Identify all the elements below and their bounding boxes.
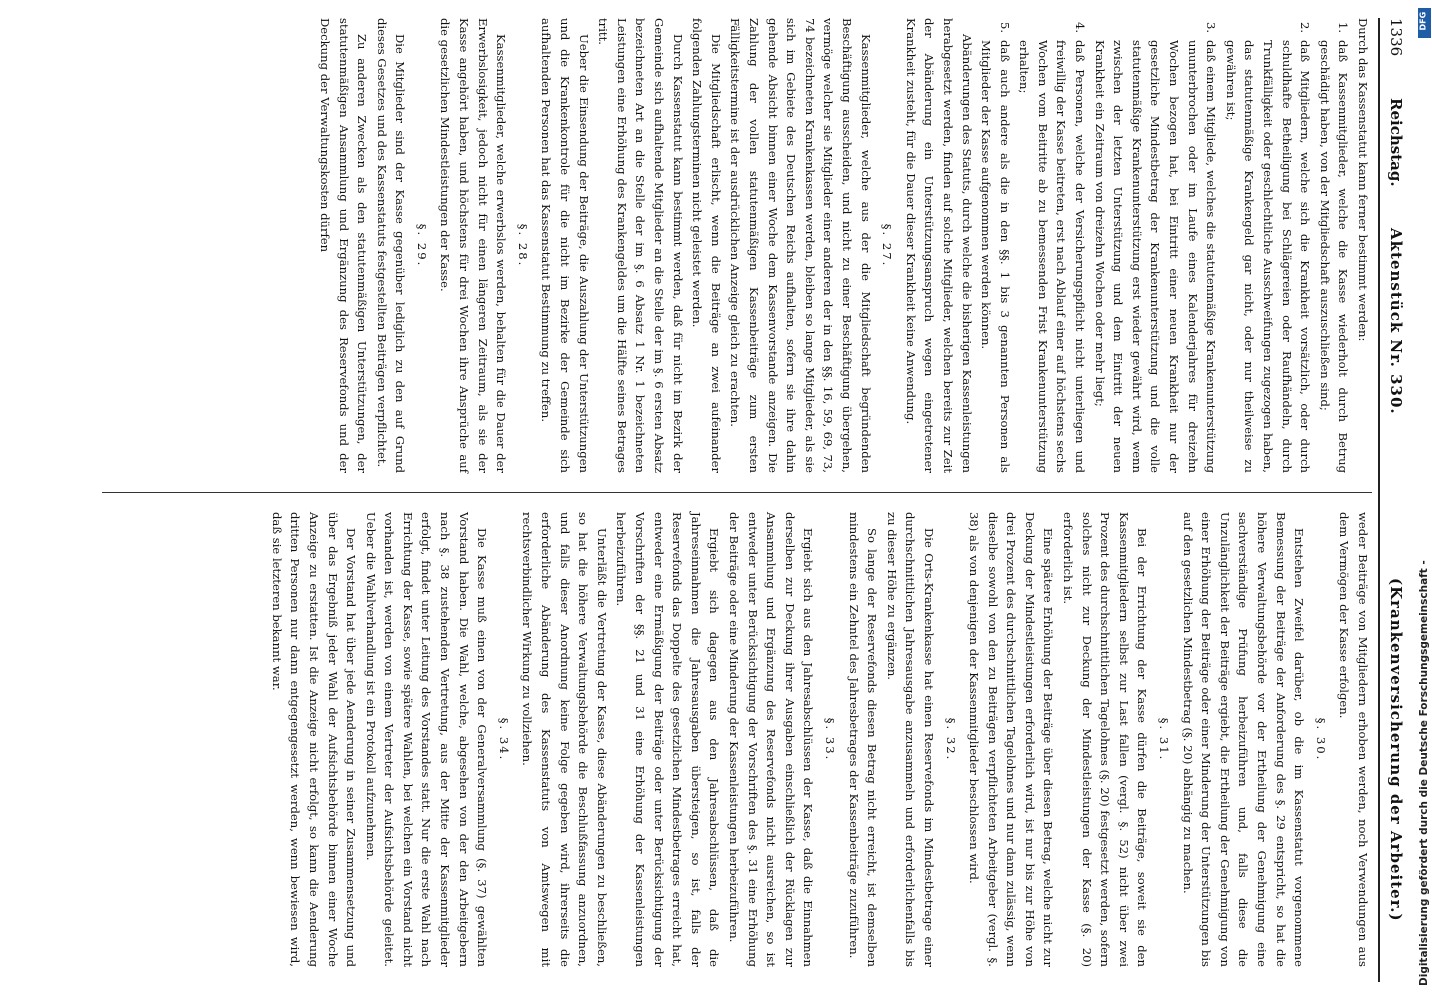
list-item: 3. daß einem Mitgliede, welches die statutenmäßige Krankenunterstützung ununterbrochen oder im Laufe eines Kalenderjahres für dreizehn Wochen bezogen hat, bei Eintritt einer neuen Krankheit nur der gesetzliche Mindestbetrag der Krankenunterstützung und die volle statutenmäßige Krankenunterstützung erst wieder gewährt wird, wenn zwischen der letzten Unterstützung und dem Eintritt der neuen Krankheit ein Zeitraum von dreizehn Wochen oder mehr liegt;	[1092, 22, 1219, 473]
paragraph: Zu anderen Zwecken als den statutenmäßigen Unterstützungen, der statutenmäßigen Ansammlung und Ergänzung des Reservefonds und der Deckung der Verwaltungskosten dürfen	[317, 18, 370, 473]
paragraph: Der Vorstand hat über jede Aenderung in seiner Zusammensetzung und über das Ergebniß jeder Wahl der Aufsichtsbehörde binnen einer Woche Anzeige zu erstatten. Ist die Anzeige nicht erfolgt, so kann die Aenderung dritten Personen nur dann entgegengesetzt werden, wenn bewiesen wird, daß sie letzteren bekannt war.	[269, 512, 359, 967]
paragraph: Kassenmitglieder, welche aus der die Mitgliedschaft begründenden Beschäftigung ausscheiden, und nicht zu einer Beschäftigung übergehen, vermöge welcher sie Mitglieder einer anderen der in den §§. 16, 59, 69, 73, 74 bezeichneten Krankenkassen werden, bleiben so lange Mitglieder, als sie sich im Gebiete des Deutschen Reichs aufhalten, sofern sie ihre dahin gehende Absicht binnen einer Woche dem Kassenvorstande anzeigen. Die Zahlung der vollen statutenmäßigen Kassenbeiträge zum ersten Fälligkeitstermine ist der ausdrücklichen Anzeige gleich zu erachten.	[728, 18, 873, 473]
intro-paragraph: Durch das Kassenstatut kann ferner bestimmt werden:	[1356, 18, 1370, 342]
list-item: 5. daß auch andere als die in den §§. 1 bis 3 genannten Personen als Mitglieder der Kasse aufgenommen werden können.	[979, 22, 1012, 473]
paragraph: Kassenmitglieder, welche erwerbslos werden, behalten für die Dauer der Erwerbslosigkeit, jedoch nicht für einen längeren Zeitraum, als sie der Kasse angehört haben, und höchstens für drei Wochen ihre Ansprüche auf die gesetzlichen Mindestleistungen der Kasse.	[438, 18, 509, 473]
section-heading: §. 28.	[515, 223, 530, 268]
header-document-number: Aktenstück Nr. 330.	[1387, 228, 1405, 415]
paragraph: Entstehen Zweifel darüber, ob die im Kassenstatut vorgenommene Bemessung der Beiträge der Anforderung des §. 29 entspricht, so hat die höhere Verwaltungsbehörde vor der Ertheilung der Genehmigung eine sachverständige Prüfung herbeizuführen und, falls diese die Unzulänglichkeit der Beiträge ergiebt, die Ertheilung der Genehmigung von einer Erhöhung der Beiträge oder einer Minderung der Unterstützungen bis auf den gesetzlichen Mindestbetrag (§. 20) abhängig zu machen.	[1180, 512, 1307, 967]
paragraph: Unterläßt die Vertretung der Kasse, diese Abänderungen zu beschließen, so hat die höhere Verwaltungsbehörde die Beschlußfassung anzuordnen, und falls dieser Anordnung keine Folge gegeben wird, ihrerseits die erforderliche Abänderung des Kassenstatuts von Amtswegen mit rechtsverbindlicher Wirkung zu vollziehen.	[520, 512, 609, 967]
section-heading: §. 29.	[414, 223, 429, 268]
digitization-note: Digitalisierung gefördert durch die Deutsche Forschungsgemeinschaft -	[1418, 560, 1430, 986]
paragraph: Die Mitgliedschaft erlischt, wenn die Beiträge an zwei aufeinander folgenden Zahlungsterminen nicht geleistet werden.	[690, 18, 723, 473]
paragraph: Ergiebt sich aus den Jahresabschlüssen der Kasse, daß die Einnahmen derselben zur Deckung ihrer Ausgaben einschließlich der Rücklagen zur Ansammlung und Ergänzung des Reservefonds nicht ausreichen, so ist entweder unter Berücksichtigung der Vorschriften des §. 31 eine Erhöhung der Beiträge oder eine Minderung der Kassenleistungen herbeizuführen.	[727, 512, 816, 967]
header-subject: (Krankenversicherung der Arbeiter.)	[1387, 578, 1405, 922]
section-heading: §. 33.	[822, 717, 837, 762]
page-header	[1378, 18, 1408, 982]
page-number: 1336	[1387, 18, 1405, 57]
paragraph: Eine spätere Erhöhung der Beiträge über diesen Betrag, welche nicht zur Deckung der Mindestleistungen erforderlich wird, ist nur bis zur Höhe von drei Prozent des durchschnittlichen Tagelohnes und nur dann zulässig, wenn dieselbe sowohl von den zu Beiträgen verpflichteten Arbeitgeber (vergl. §. 38) als von denjenigen der Kassenmitglieder beschlossen wird.	[967, 512, 1056, 967]
dfg-logo: DFG	[1418, 8, 1431, 38]
section-heading: §. 34.	[496, 717, 511, 762]
section-heading: §. 27.	[880, 223, 895, 268]
paragraph: Durch Kassenstatut kann bestimmt werden, daß für nicht im Bezirk der Gemeinde sich aufhaltende Mitglieder an die Stelle der im §. 6 ersten Absatz bezeichneten Art an die Stelle der im §. 6 Absatz 1 Nr. 1 bezeichneten Leistungen eine Erhöhung des Krankengeldes um die Hälfte seines Betrages tritt.	[596, 18, 685, 473]
paragraph: Bei der Errichtung der Kasse dürfen die Beiträge, soweit sie den Kassenmitgliedern selbst zur Last fallen (vergl. §. 52) nicht über zwei Prozent des durchschnittlichen Tagelohnes (§. 20) festgesetzt werden, sofern solches nicht zur Deckung der Mindestleistungen der Kasse (§. 20) erforderlich ist.	[1061, 512, 1150, 967]
left-column	[314, 18, 1372, 473]
text-columns	[52, 18, 1372, 982]
list-item: 2. daß Mitgliedern, welche sich die Krankheit vorsätzlich, oder durch schuldhafte Betheiligung bei Schlägereien oder Raufhändeln, durch Trunkfälligkeit oder geschlechtliche Ausschweifungen zugezogen haben, das statutenmäßige Krankengeld gar nicht, oder nur theilweise zu gewähren ist;	[1223, 22, 1313, 473]
enumerated-list	[977, 18, 1353, 473]
paragraph: Die Orts-Krankenkasse hat einen Reservefonds im Mindestbetrage einer durchschnittlichen Jahresausgabe anzusammeln und erforderlichenfalls bis zu dieser Höhe zu ergänzen.	[884, 512, 936, 967]
section-heading: §. 31.	[1157, 717, 1172, 762]
paragraph: Ueber die Einsendung der Beiträge, die Auszahlung der Unterstützungen und die Krankenkontrole für die nicht im Bezirke der Gemeinde sich aufhaltenden Personen hat das Kassenstatut Bestimmung zu treffen.	[539, 18, 591, 473]
paragraph: Ergiebt sich dagegen aus den Jahresabschlüssen, daß die Jahreseinnahmen die Jahresausgaben übersteigen, so ist, falls der Reservefonds das Doppelte des gesetzlichen Mindestbetrages erreicht hat, entweder eine Ermäßigung der Beiträge oder unter Berücksichtigung der Vorschriften der §§. 21 und 31 eine Erhöhung der Kassenleistungen herbeizuführen.	[614, 512, 722, 967]
paragraph: weder Beiträge von Mitgliedern erhoben werden, noch Verwendungen aus dem Vermögen der Kasse erfolgen.	[1337, 512, 1370, 967]
section-heading: §. 30.	[1313, 717, 1328, 762]
section-heading: §. 32.	[943, 717, 958, 762]
list-item: 4. daß Personen, welche der Versicherungspflicht nicht unterliegen und freiwillig der Kasse beitreten, erst nach Ablauf einer auf höchstens sechs Wochen vom Beitritte ab zu bemessenden Frist Krankenunterstützung erhalten;	[1017, 22, 1088, 473]
paragraph: So lange der Reservefonds diesen Betrag nicht erreicht, ist demselben mindestens ein Zehntel des Jahresbetrages der Kassenbeiträge zuzuführen.	[846, 512, 880, 967]
column-divider	[102, 492, 1372, 493]
paragraph: Die Mitglieder sind der Kasse gegenüber lediglich zu den auf Grund dieses Gesetzes und des Kassenstatuts festgestellten Beiträgen verpflichtet.	[374, 18, 408, 473]
paragraph: Die Kasse muß einen von der Generalversammlung (§. 37) gewählten Vorstand haben. Die Wahl, welche, abgesehen von der den Arbeitgebern nach §. 38 zustehenden Vertretung, aus der Mitte der Kassenmitglieder erfolgt, findet unter Leitung des Vorstandes statt. Nur die erste Wahl nach Errichtung der Kasse, sowie spätere Wahlen, bei welchen ein Vorstand nicht vorhanden ist, werden von einem Vertreter der Aufsichtsbehörde geleitet. Ueber die Wahlverhandlung ist ein Protokoll aufzunehmen.	[363, 512, 490, 967]
paragraph: Abänderungen des Statuts, durch welche die bisherigen Kassenleistungen herabgesetzt werden, finden auf solche Mitglieder, welchen bereits zur Zeit der Abänderung ein Unterstützungsanspruch wegen eingetretener Krankheit zusteht, für die Dauer dieser Krankheit keine Anwendung.	[903, 18, 974, 473]
list-item: 1. daß Kassenmitglieder, welche die Kasse wiederholt durch Betrug geschädigt haben, von der Mitgliedschaft auszuschließen sind;	[1317, 22, 1351, 473]
header-left-title: Reichstag.	[1387, 98, 1405, 187]
right-column	[266, 512, 1372, 967]
